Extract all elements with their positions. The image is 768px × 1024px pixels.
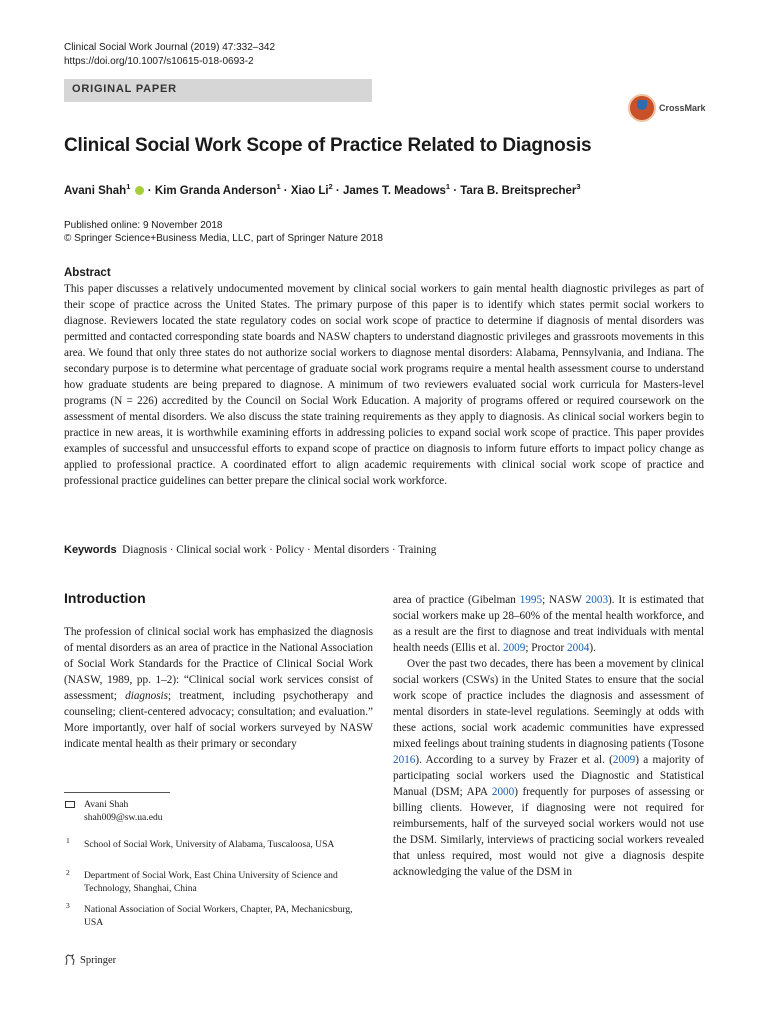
citation-link[interactable]: 2009 [612,754,636,766]
author-name: Xiao Li [290,184,329,197]
author-affiliation-num: 1 [276,182,281,191]
text-run: ) frequently for purposes of assessing or billing clients. However, if diagnosing were not required for reimbursements, half of the surveyed social workers would not use the DSM. Similarly, interviews of practicing social workers revealed that unless required, most would not give a diagnosis despite acknowledging the value of the DSM in [393,786,704,878]
left-column-paragraph [64,624,373,752]
doi-link[interactable]: https://doi.org/10.1007/s10615-018-0693-2 [64,56,254,67]
text-run: ). [589,642,596,654]
text-run: ; NASW [542,594,586,606]
affiliation-1: School of Social Work, University of Alabama, Tuscaloosa, USA [84,839,335,850]
envelope-icon [65,801,75,808]
right-column [393,592,704,880]
copyright-notice: © Springer Science+Business Media, LLC, part of Springer Nature 2018 [64,233,383,244]
text-run: ). It is estimated that social workers make up 28–60% of the mental health workforce, and as a result are the first to diagnose and treat individuals with mental health needs (Ellis et al. [393,594,704,654]
author-name: James T. Meadows [342,184,446,197]
text-run: ; Proctor [525,642,567,654]
paper-title: Clinical Social Work Scope of Practice Related to Diagnosis [64,135,592,156]
keywords-line [64,542,704,558]
author-name: Kim Granda Anderson [154,184,277,197]
text-run: ). According to a survey by Frazer et al. ( [415,754,613,766]
abstract-body: This paper discusses a relatively undocumented movement by clinical social workers to gain mental health diagnostic privileges as part of their scope of practice across the United States. The primary purpose of this paper is to identify which states permit social workers to diagnose. Reviewers located the state regulatory codes on social work scope of practice to determine if diagnosis of mental disorders was permitted and contacted corresponding state boards and NASW chapters to understand diagnostic privileges and grassroots movements in this area. We found that only three states do not authorize social workers to diagnose mental disorders: Alabama, Pennsylvania, and Indiana. The secondary purpose is to determine what percentage of graduate social work programs require a mental health assessment course to understand how graduate students are being prepared to diagnose. A minimum of two reviewers evaluated social work curricula for Masters-level programs (N = 226) accredited by the Council on Social Work Education. A majority of programs offered or required coursework on the assessment of mental disorders. We also discuss the state training requirements as they apply to diagnosis. As clinical social workers begin to practice in new areas, it is worthwhile examining efforts in addressing policies to expand social work scope of practice. This paper provides examples of successful and unsuccessful efforts to expand scope of practice on diagnosis to inform future efforts to impact policy change as applied to professional practice. A coordinated effort to align academic requirements with clinical social work scope of practice and professional practice guidelines can better prepare the clinical social work workforce. [64,283,704,487]
orcid-icon[interactable] [135,186,144,195]
citation-link[interactable]: 2004 [567,642,590,654]
text-run-italic: diagnosis [125,690,169,702]
corresponding-author-email[interactable]: shah009@sw.ua.edu [84,812,163,823]
affiliation-number: 1 [66,836,70,845]
crossmark-label: CrossMark [659,103,706,113]
text-run: ) a majority of participating social workers used the Diagnostic and Statistical Manual (DSM; APA [393,754,705,798]
text-run: ; treatment, including psychotherapy and counseling; client-centered advocacy; consultation; and evaluation.” More importantly, over half of social workers surveyed by NASW indicate mental health as their primary or secondary [64,690,373,750]
text-run: Over the past two decades, there has been a movement by clinical social workers (CSWs) in the United States to ensure that the social work scope of practice includes the diagnosis and assessment of mental disorders in state-level regulations. Seemingly at odds with these actions, social work academic communities have expressed mixed feelings about training students in diagnosing patients (Tosone [393,658,704,750]
author-affiliation-num: 2 [328,182,333,191]
citation-link[interactable]: 1995 [519,594,543,606]
citation-link[interactable]: 2000 [491,786,515,798]
text-run: area of practice (Gibelman [393,594,520,606]
keywords-list: Diagnosis · Clinical social work · Policy · Mental disorders · Training [122,544,437,556]
footnote-divider [64,792,170,793]
crossmark-badge[interactable] [628,91,706,125]
affiliation-number: 3 [66,901,70,910]
author-list: Avani Shah$^1$ · Kim Granda Anderson$^1$ · Xiao $Li^2$ · James T. Meadows$^1$ · Tara B. Breitsprecher$^3$ [64,182,581,197]
citation-link[interactable]: 2016 [393,754,416,766]
keywords-label: Keywords [64,544,117,556]
author-name: Tara B. Breitsprecher [460,184,577,197]
paragraph [393,592,704,656]
paragraph [393,656,704,880]
abstract-heading: Abstract [64,267,111,279]
publisher-name: Springer [80,954,117,966]
author-name: Avani Shah [64,184,127,197]
paper-type-banner [64,79,372,102]
crossmark-icon [628,94,656,122]
author-affiliation-num: 1 [126,182,131,191]
citation-link[interactable]: 2003 [585,594,609,606]
affiliation-2: Department of Social Work, East China University of Science and Technology, Shanghai, China [84,870,338,894]
publisher-footer [64,954,116,966]
published-date: Published online: 9 November 2018 [64,220,223,231]
author-affiliation-num: 3 [576,182,581,191]
springer-horse-icon [64,954,76,966]
affiliation-number: 2 [66,868,70,877]
section-heading-introduction: Introduction [64,590,146,606]
affiliation-3: National Association of Social Workers, Chapter, PA, Mechanicsburg, USA [84,904,353,928]
journal-citation: Clinical Social Work Journal (2019) 47:332–342 [64,42,276,53]
author-affiliation-num: 1 [445,182,451,191]
paper-type-label: ORIGINAL PAPER [72,83,177,95]
text-run: The profession of clinical social work has emphasized the diagnosis of mental disorders as an area of practice in the National Association of Social Work Standards for the Practice of Clinical Social Work (NASW, 1989, pp. 1–2): “Clinical social work services consist of assessment; [64,626,373,702]
citation-link[interactable]: 2009 [502,642,526,654]
corresponding-author-name: Avani Shah [84,799,129,810]
